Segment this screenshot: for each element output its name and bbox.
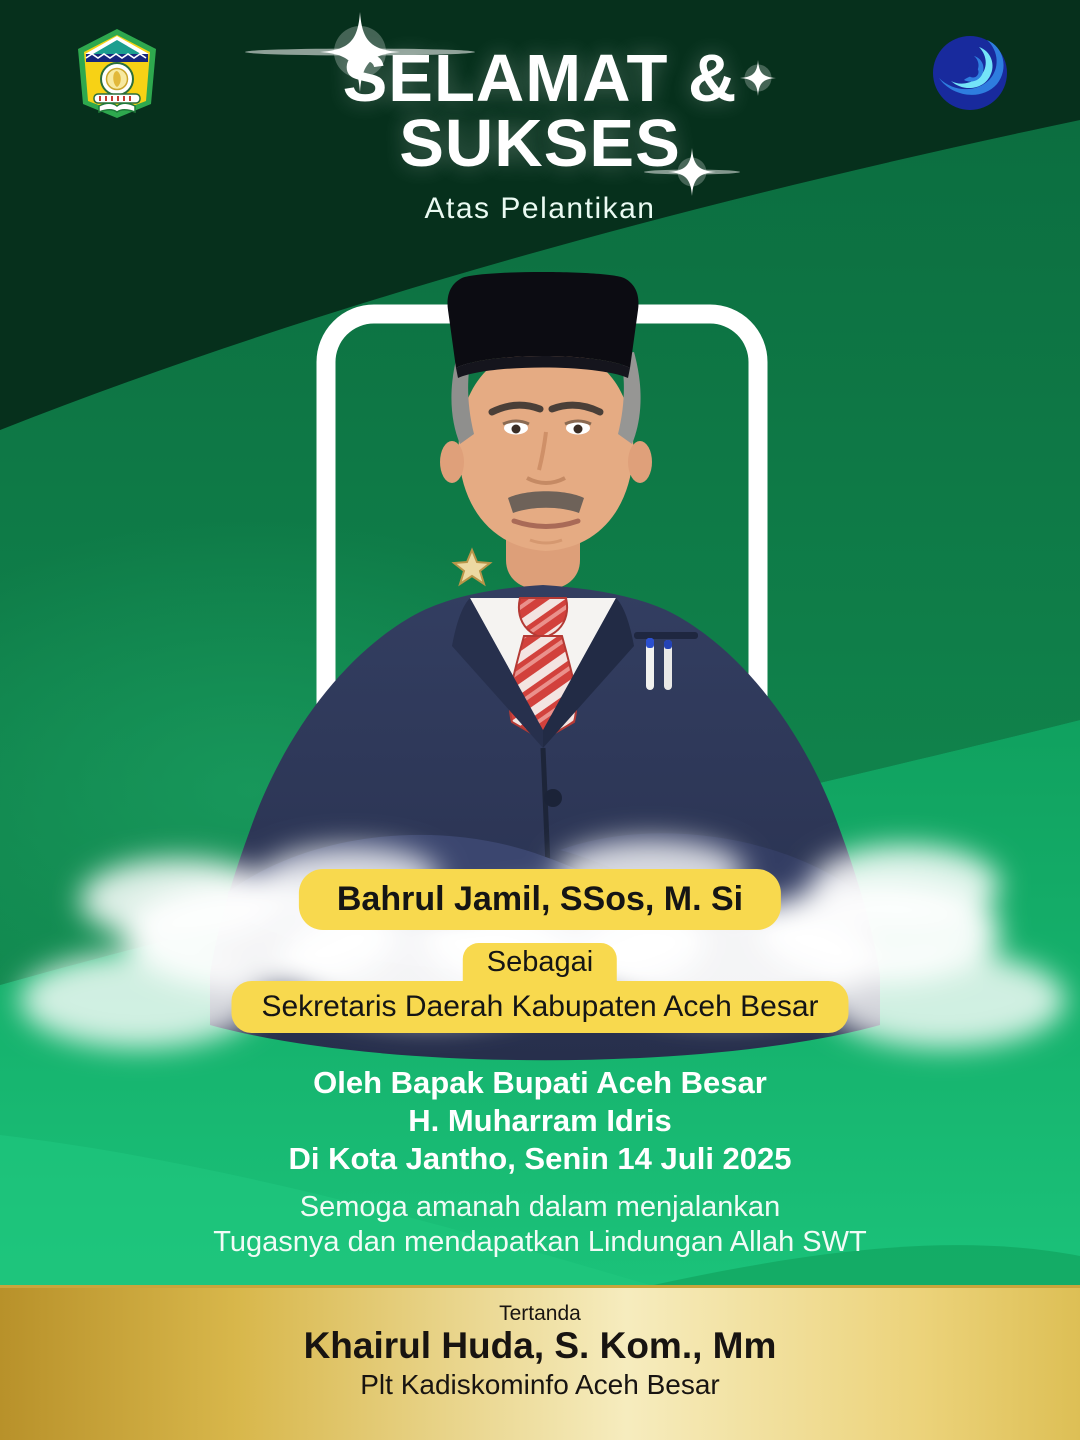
sebagai-tab: Sebagai bbox=[463, 943, 617, 993]
signatory-position: Plt Kadiskominfo Aceh Besar bbox=[360, 1368, 720, 1400]
place-and-date: Di Kota Jantho, Senin 14 Juli 2025 bbox=[288, 1140, 792, 1176]
poster-subtitle: Atas Pelantikan bbox=[424, 192, 656, 225]
signature-band bbox=[0, 1285, 1080, 1440]
inauguration-details bbox=[0, 1064, 1080, 1177]
wish-line-1: Semoga amanah dalam menjalankan bbox=[299, 1191, 781, 1223]
signature-label: Tertanda bbox=[499, 1302, 581, 1325]
title-line-1: SELAMAT & bbox=[342, 41, 738, 116]
honoree-position-pill: Sekretaris Daerah Kabupaten Aceh Besar bbox=[231, 981, 848, 1033]
poster-title bbox=[0, 41, 1080, 181]
title-line-2: SUKSES bbox=[399, 105, 681, 181]
officiant-name: H. Muharram Idris bbox=[408, 1102, 672, 1138]
signatory-name: Khairul Huda, S. Kom., Mm bbox=[303, 1325, 777, 1366]
honoree-name-pill: Bahrul Jamil, SSos, M. Si bbox=[299, 869, 781, 930]
officiant-by-line: Oleh Bapak Bupati Aceh Besar bbox=[313, 1065, 767, 1100]
wish-line-2: Tugasnya dan mendapatkan Lindungan Allah SWT bbox=[213, 1226, 867, 1259]
wish-message bbox=[0, 1190, 1080, 1261]
